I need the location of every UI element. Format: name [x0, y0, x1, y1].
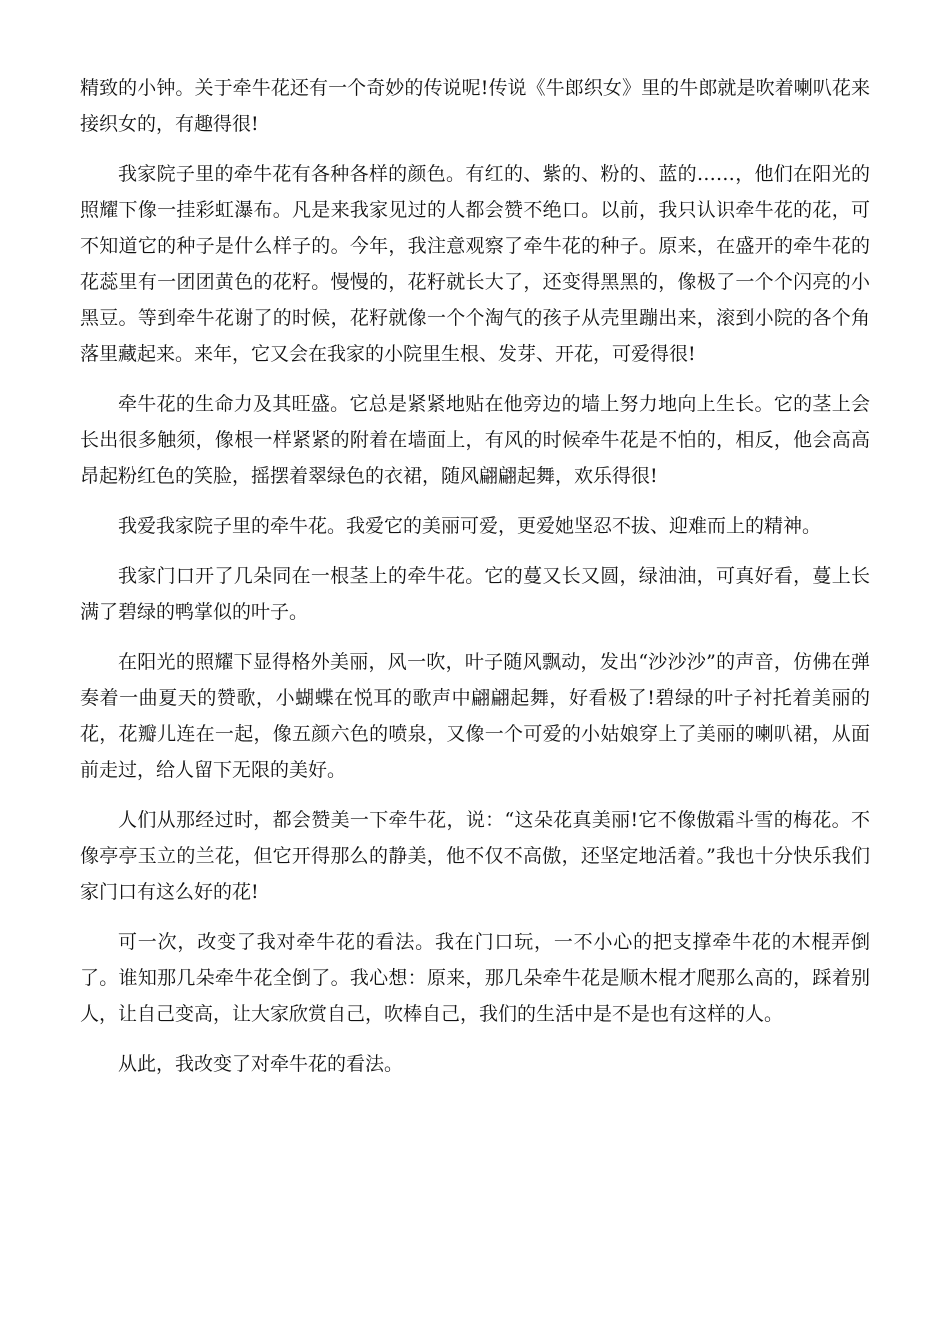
paragraph-praise: 人们从那经过时，都会赞美一下牵牛花，说：“这朵花真美丽!它不像傲霜斗雪的梅花。不像亭亭玉立的兰花，但它开得那么的静美，他不仅不高傲，还坚定地活着。”我也十分快乐我们家门口有这么好的花! — [80, 809, 870, 903]
document-page — [80, 70, 870, 1096]
paragraph-doorway-flowers: 我家门口开了几朵同在一根茎上的牵牛花。它的蔓又长又圆，绿油油，可真好看，蔓上长满了碧绿的鸭掌似的叶子。 — [80, 565, 870, 623]
paragraph-vitality: 牵牛花的生命力及其旺盛。它总是紧紧地贴在他旁边的墙上努力地向上生长。它的茎上会长出很多触须，像根一样紧紧的附着在墙面上，有风的时候牵牛花是不怕的，相反，他会高高昂起粉红色的笑脸，摇摆着翠绿色的衣裙，随风翩翩起舞，欢乐得很! — [80, 393, 870, 487]
paragraph-love: 我爱我家院子里的牵牛花。我爱它的美丽可爱，更爱她坚忍不拔、迎难而上的精神。 — [118, 515, 822, 537]
paragraph-sunlight: 在阳光的照耀下显得格外美丽，风一吹，叶子随风飘动，发出“沙沙沙”的声音，仿佛在弹奏着一曲夏天的赞歌，小蝴蝶在悦耳的歌声中翩翩起舞，好看极了!碧绿的叶子衬托着美丽的花，花瓣儿连在一起，像五颜六色的喷泉，又像一个可爱的小姑娘穿上了美丽的喇叭裙，从面前走过，给人留下无限的美好。 — [80, 651, 870, 781]
paragraph-conclusion: 从此，我改变了对牵牛花的看法。 — [118, 1053, 404, 1075]
paragraph-colors-and-seeds: 我家院子里的牵牛花有各种各样的颜色。有红的、紫的、粉的、蓝的……，他们在阳光的照耀下像一挂彩虹瀑布。凡是来我家见过的人都会赞不绝口。以前，我只认识牵牛花的花，可不知道它的种子是什么样子的。今年，我注意观察了牵牛花的种子。原来，在盛开的牵牛花的花蕊里有一团团黄色的花籽。慢慢的，花籽就长大了，还变得黑黑的，像极了一个个闪亮的小黑豆。等到牵牛花谢了的时候，花籽就像一个个淘气的孩子从壳里蹦出来，滚到小院的各个角落里藏起来。来年，它又会在我家的小院里生根、发芽、开花，可爱得很! — [80, 163, 870, 365]
paragraph-continued: 精致的小钟。关于牵牛花还有一个奇妙的传说呢!传说《牛郎织女》里的牛郎就是吹着喇叭花来接织女的，有趣得很! — [80, 77, 870, 135]
paragraph-change-of-view: 可一次，改变了我对牵牛花的看法。我在门口玩，一不小心的把支撑牵牛花的木棍弄倒了。谁知那几朵牵牛花全倒了。我心想：原来，那几朵牵牛花是顺木棍才爬那么高的，踩着别人，让自己变高，让大家欣赏自己，吹棒自己，我们的生活中是不是也有这样的人。 — [80, 931, 870, 1025]
